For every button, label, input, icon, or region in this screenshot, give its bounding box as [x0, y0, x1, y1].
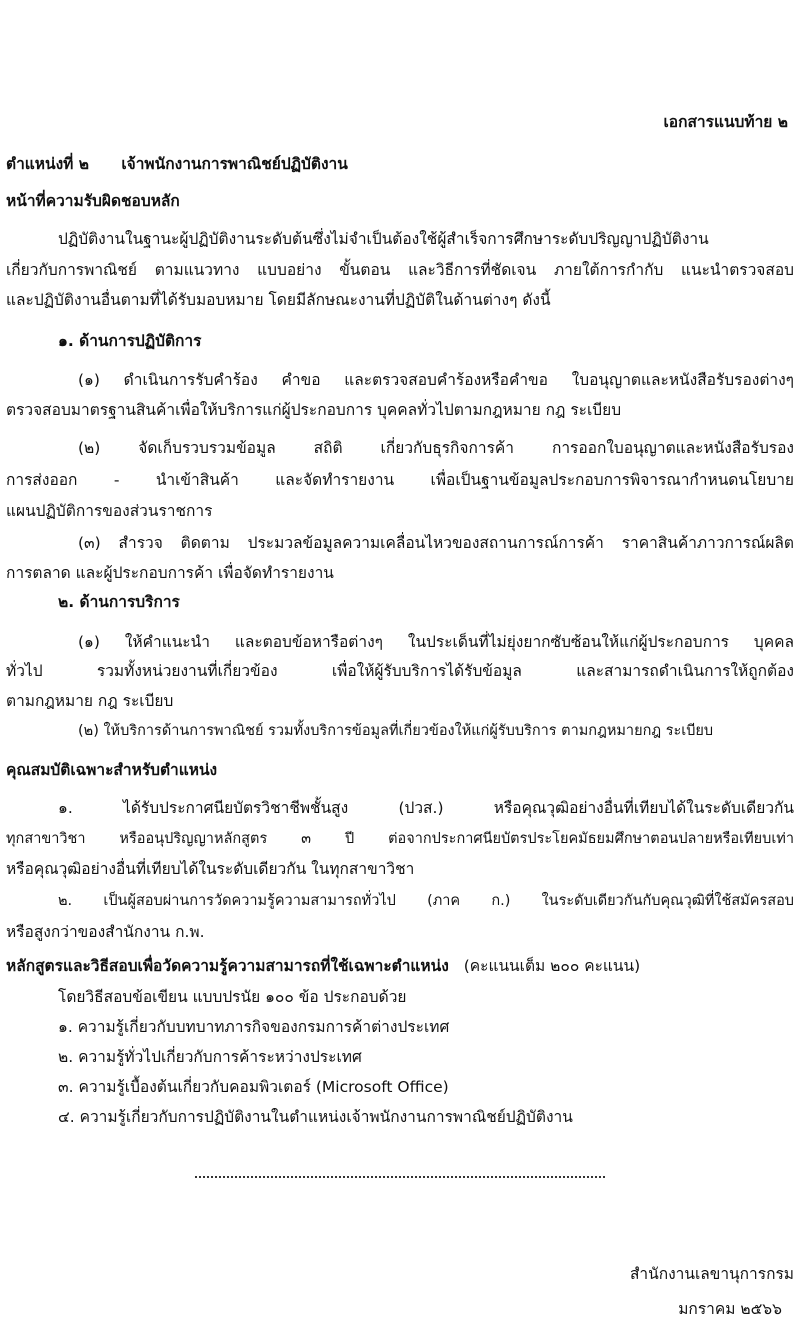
exam-score-note: (คะแนนเต็ม ๒๐๐ คะแนน): [463, 957, 641, 975]
qualification-2-line-2: หรือสูงกว่าของสำนักงาน ก.พ.: [6, 923, 205, 941]
duties-intro-line-2: เกี่ยวกับการพาณิชย์ ตามแนวทาง แบบอย่าง ขั้นตอน และวิธีการที่ชัดเจน ภายใต้การกำกับ แนะนำตรวจสอบ: [6, 261, 794, 279]
duties-intro-line-3: และปฏิบัติงานอื่นตามที่ได้รับมอบหมาย โดยมีลักษณะงานที่ปฏิบัติในด้านต่างๆ ดังนี้: [6, 291, 551, 309]
qualification-2-line-1: ๒. เป็นผู้สอบผ่านการวัดความรู้ความสามารถทั่วไป (ภาค ก.) ในระดับเดียวกันกับคุณวุฒิที่ใช้สมัครสอบ: [58, 893, 794, 909]
operation-2-line-1: (๒) จัดเก็บรวบรวมข้อมูล สถิติ เกี่ยวกับธุรกิจการค้า การออกใบอนุญาตและหนังสือรับรอง: [78, 439, 794, 457]
qualification-1-line-1: ๑. ได้รับประกาศนียบัตรวิชาชีพชั้นสูง (ปวส.) หรือคุณวุฒิอย่างอื่นที่เทียบได้ในระดับเดียวกัน: [58, 799, 794, 817]
operation-3-line-2: การตลาด และผู้ประกอบการค้า เพื่อจัดทำรายงาน: [6, 564, 334, 582]
qualifications-heading: คุณสมบัติเฉพาะสำหรับตำแหน่ง: [6, 761, 218, 779]
qualification-1-line-2: ทุกสาขาวิชา หรืออนุปริญญาหลักสูตร ๓ ปี ต่อจากประกาศนียบัตรประโยคมัธยมศึกษาตอนปลายหรือเทียบเท่า: [6, 831, 794, 847]
exam-heading: หลักสูตรและวิธีสอบเพื่อวัดความรู้ความสามารถที่ใช้เฉพาะตำแหน่ง: [6, 957, 449, 975]
service-1-line-3: ตามกฎหมาย กฎ ระเบียบ: [6, 692, 174, 710]
service-heading: ๒. ด้านการบริการ: [58, 593, 180, 611]
dotted-divider: [195, 1176, 605, 1178]
position-title: ตำแหน่งที่ ๒ เจ้าพนักงานการพาณิชย์ปฏิบัติงาน: [6, 155, 348, 173]
exam-item-4: ๔. ความรู้เกี่ยวกับการปฏิบัติงานในตำแหน่งเจ้าพนักงานการพาณิชย์ปฏิบัติงาน: [58, 1108, 573, 1126]
exam-method: โดยวิธีสอบข้อเขียน แบบปรนัย ๑๐๐ ข้อ ประกอบด้วย: [58, 988, 407, 1006]
operation-3-line-1: (๓) สำรวจ ติดตาม ประมวลข้อมูลความเคลื่อนไหวของสถานการณ์การค้า ราคาสินค้าภาวการณ์ผลิต: [78, 534, 794, 552]
operation-1-line-2: ตรวจสอบมาตรฐานสินค้าเพื่อให้บริการแก่ผู้ประกอบการ บุคคลทั่วไปตามกฎหมาย กฎ ระเบียบ: [6, 401, 622, 419]
operation-2-line-3: แผนปฏิบัติการของส่วนราชการ: [6, 502, 213, 520]
duties-heading: หน้าที่ความรับผิดชอบหลัก: [6, 192, 180, 210]
exam-item-1: ๑. ความรู้เกี่ยวกับบทบาทภารกิจของกรมการค้าต่างประเทศ: [58, 1018, 450, 1036]
duties-intro-line-1: ปฏิบัติงานในฐานะผู้ปฏิบัติงานระดับต้นซึ่งไม่จำเป็นต้องใช้ผู้สำเร็จการศึกษาระดับปริญญาปฏิบัติงาน: [58, 230, 709, 248]
operation-1-line-1: (๑) ดำเนินการรับคำร้อง คำขอ และตรวจสอบคำร้องหรือคำขอ ใบอนุญาตและหนังสือรับรองต่างๆ: [78, 371, 794, 389]
operations-heading: ๑. ด้านการปฏิบัติการ: [58, 332, 202, 350]
exam-item-3: ๓. ความรู้เบื้องต้นเกี่ยวกับคอมพิวเตอร์ (Microsoft Office): [58, 1078, 449, 1096]
footer-office: สำนักงานเลขานุการกรม: [629, 1265, 794, 1283]
attachment-label: เอกสารแนบท้าย ๒: [663, 113, 788, 131]
footer-date: มกราคม ๒๕๖๖: [678, 1300, 782, 1318]
exam-item-2: ๒. ความรู้ทั่วไปเกี่ยวกับการค้าระหว่างประเทศ: [58, 1048, 362, 1066]
operation-2-line-2: การส่งออก - นำเข้าสินค้า และจัดทำรายงาน เพื่อเป็นฐานข้อมูลประกอบการพิจารณากำหนดนโยบาย: [6, 471, 794, 489]
service-2: (๒) ให้บริการด้านการพาณิชย์ รวมทั้งบริการข้อมูลที่เกี่ยวข้องให้แก่ผู้รับบริการ ตามกฎหมายกฎ ระเบียบ: [78, 723, 714, 739]
service-1-line-2: ทั่วไป รวมทั้งหน่วยงานที่เกี่ยวข้อง เพื่อให้ผู้รับบริการได้รับข้อมูล และสามารถดำเนินการให้ถูกต้อง: [6, 662, 794, 680]
service-1-line-1: (๑) ให้คำแนะนำ และตอบข้อหารือต่างๆ ในประเด็นที่ไม่ยุ่งยากซับซ้อนให้แก่ผู้ประกอบการ บุคคล: [78, 633, 794, 651]
qualification-1-line-3: หรือคุณวุฒิอย่างอื่นที่เทียบได้ในระดับเดียวกัน ในทุกสาขาวิชา: [6, 860, 415, 878]
